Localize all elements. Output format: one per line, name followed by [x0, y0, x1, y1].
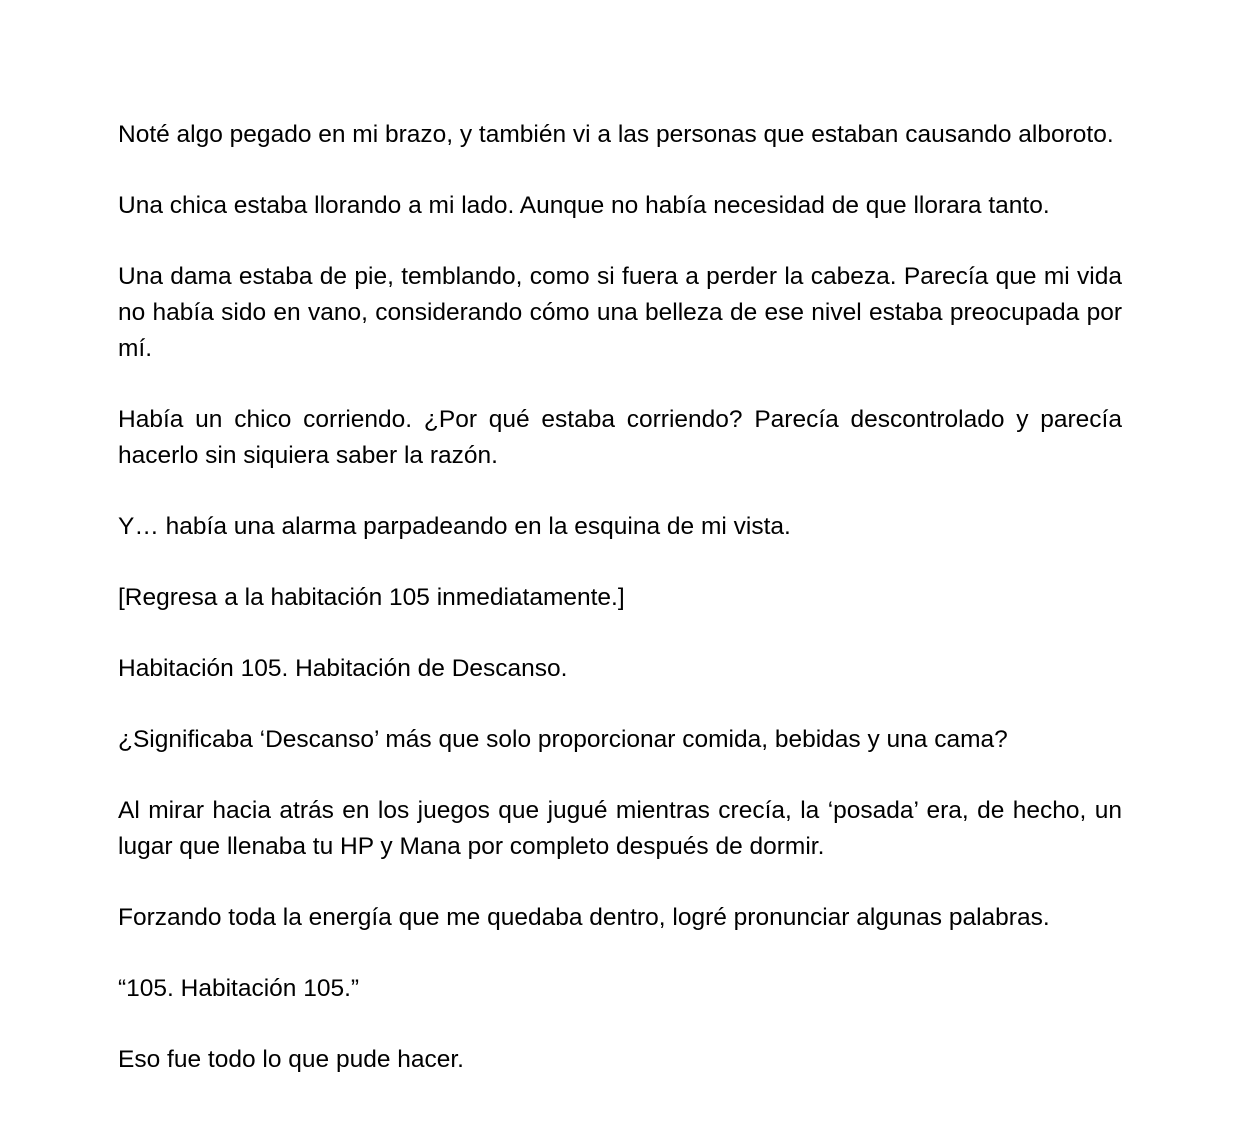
paragraph: Noté algo pegado en mi brazo, y también vi a las personas que estaban causando alboroto.	[118, 121, 1114, 148]
paragraph: “105. Habitación 105.”	[118, 975, 360, 1002]
paragraph: Una dama estaba de pie, temblando, como si fuera a perder la cabeza. Parecía que mi vida no había sido en vano, considerando cómo una belleza de ese nivel estaba preocupada por mí.	[118, 263, 1122, 362]
paragraph: Eso fue todo lo que pude hacer.	[118, 1046, 464, 1073]
paragraph: Una chica estaba llorando a mi lado. Aunque no había necesidad de que llorara tanto.	[118, 192, 1050, 219]
paragraph: Y… había una alarma parpadeando en la esquina de mi vista.	[118, 513, 791, 540]
document-body	[118, 117, 1122, 1113]
paragraph: Al mirar hacia atrás en los juegos que jugué mientras crecía, la ‘posada’ era, de hecho, un lugar que llenaba tu HP y Mana por completo después de dormir.	[118, 797, 1122, 860]
paragraph: Forzando toda la energía que me quedaba dentro, logré pronunciar algunas palabras.	[118, 904, 1050, 931]
paragraph: Había un chico corriendo. ¿Por qué estaba corriendo? Parecía descontrolado y parecía hacerlo sin siquiera saber la razón.	[118, 406, 1122, 469]
paragraph: ¿Significaba ‘Descanso’ más que solo proporcionar comida, bebidas y una cama?	[118, 726, 1008, 753]
paragraph: [Regresa a la habitación 105 inmediatamente.]	[118, 584, 625, 611]
paragraph: Habitación 105. Habitación de Descanso.	[118, 655, 568, 682]
